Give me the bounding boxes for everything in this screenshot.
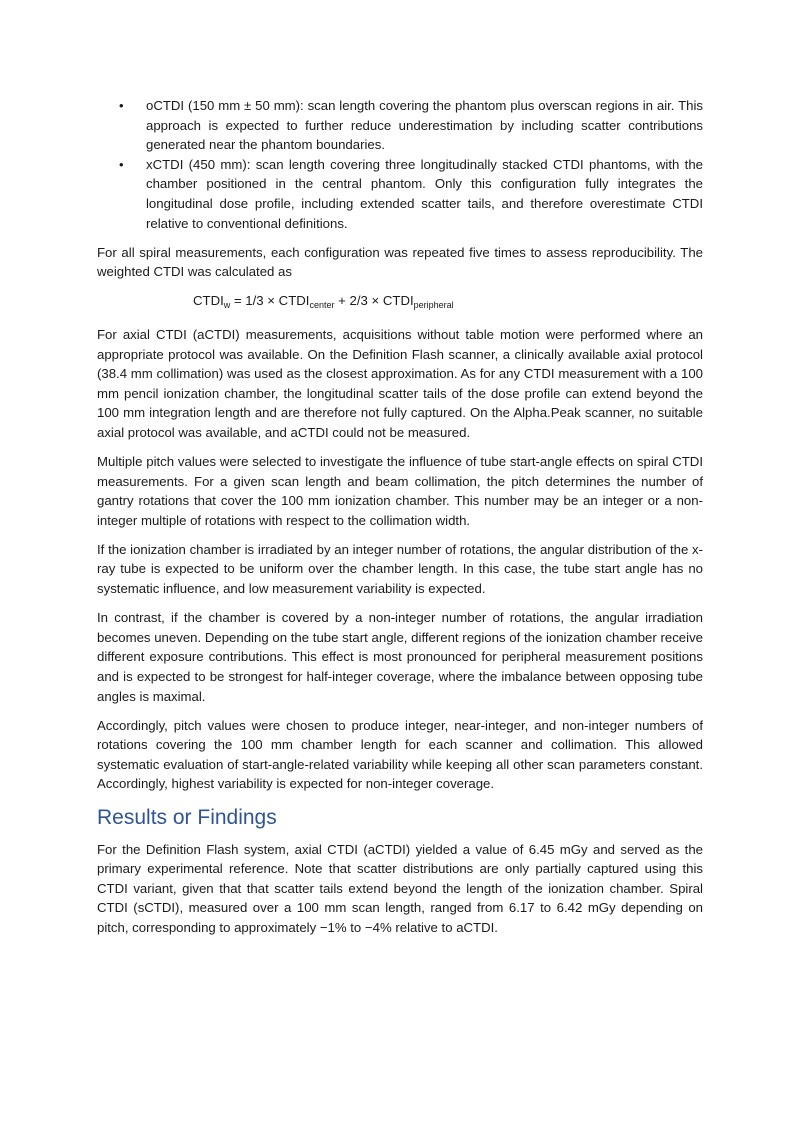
list-item-xctdi	[97, 155, 703, 233]
formula-lhs: CTDI	[193, 293, 224, 309]
formula-term-peripheral: + 2/3 × CTDI	[334, 293, 414, 309]
formula-term-center: = 1/3 × CTDI	[230, 293, 310, 309]
bullet-list	[97, 96, 703, 233]
formula-lhs-sub: w	[223, 300, 231, 311]
weighted-ctdi-formula	[97, 291, 703, 311]
bullet-icon: •	[119, 98, 124, 113]
bullet-icon: •	[119, 156, 124, 172]
paragraph-results: For the Definition Flash system, axial CTDI (aCTDI) yielded a value of 6.45 mGy and served as the primary experimental reference. Note that scatter distributions are only partially captured using this CTDI variant, given that that scatter tails extend beyond the length of the ionization chamber. Spiral CTDI (sCTDI), measured over a 100 mm scan length, ranged from 6.17 to 6.42 mGy depending on pitch, corresponding to approximately −1% to −4% relative to aCTDI.	[97, 841, 703, 935]
paragraph-pitch: Multiple pitch values were selected to investigate the influence of tube start-angle effects on spiral CTDI measurements. For a given scan length and beam collimation, the pitch determines the number of gantry rotations that cover the 100 mm ionization chamber. This number may be an integer or a non-integer multiple of rotations with respect to the collimation width.	[97, 454, 703, 528]
document-page	[97, 96, 703, 947]
formula-sub-center: center	[309, 300, 335, 311]
paragraph-non-integer: In contrast, if the chamber is covered by a non-integer number of rotations, the angular irradiation becomes uneven. Depending on the tube start angle, different regions of the ionization chamber receive different exposure contributions. This effect is most pronounced for peripheral measurement positions and is expected to be strongest for half-integer coverage, where the imbalance between opposing tube angles is maximal.	[97, 610, 703, 704]
list-item-text: oCTDI (150 mm ± 50 mm): scan length covering the phantom plus overscan regions in air. This approach is expected to further reduce underestimation by including scatter contributions generated near the phantom boundaries.	[146, 98, 703, 153]
formula-sub-peripheral: peripheral	[413, 300, 454, 311]
paragraph-spiral: For all spiral measurements, each configuration was repeated five times to assess reproducibility. The weighted CTDI was calculated as	[97, 244, 703, 280]
list-item-octdi	[97, 96, 703, 155]
paragraph-axial: For axial CTDI (aCTDI) measurements, acquisitions without table motion were performed where an appropriate protocol was available. On the Definition Flash scanner, a clinically available axial protocol (38.4 mm collimation) was used as the closest approximation. As for any CTDI measurement with a 100 mm pencil ionization chamber, the longitudinal scatter tails of the dose profile can extend beyond the 100 mm integration length and are therefore not fully captured. On the Alpha.Peak scanner, no suitable axial protocol was available, and aCTDI could not be measured.	[97, 326, 703, 440]
paragraph-integer: If the ionization chamber is irradiated by an integer number of rotations, the angular distribution of the x-ray tube is expected to be uniform over the chamber length. In this case, the tube start angle has no systematic influence, and low measurement variability is expected.	[97, 541, 703, 597]
results-heading: Results or Findings	[97, 805, 277, 829]
paragraph-pitch-selection: Accordingly, pitch values were chosen to produce integer, near-integer, and non-integer numbers of rotations covering the 100 mm chamber length for each scanner and collimation. This allowed systematic evaluation of start-angle-related variability while keeping all other scan parameters constant. Accordingly, highest variability is expected for non-integer coverage.	[97, 717, 703, 792]
list-item-text: xCTDI (450 mm): scan length covering three longitudinally stacked CTDI phantoms, with the chamber positioned in the central phantom. Only this configuration fully integrates the longitudinal dose profile, including extended scatter tails, and therefore overestimate CTDI relative to conventional definitions.	[146, 156, 703, 231]
